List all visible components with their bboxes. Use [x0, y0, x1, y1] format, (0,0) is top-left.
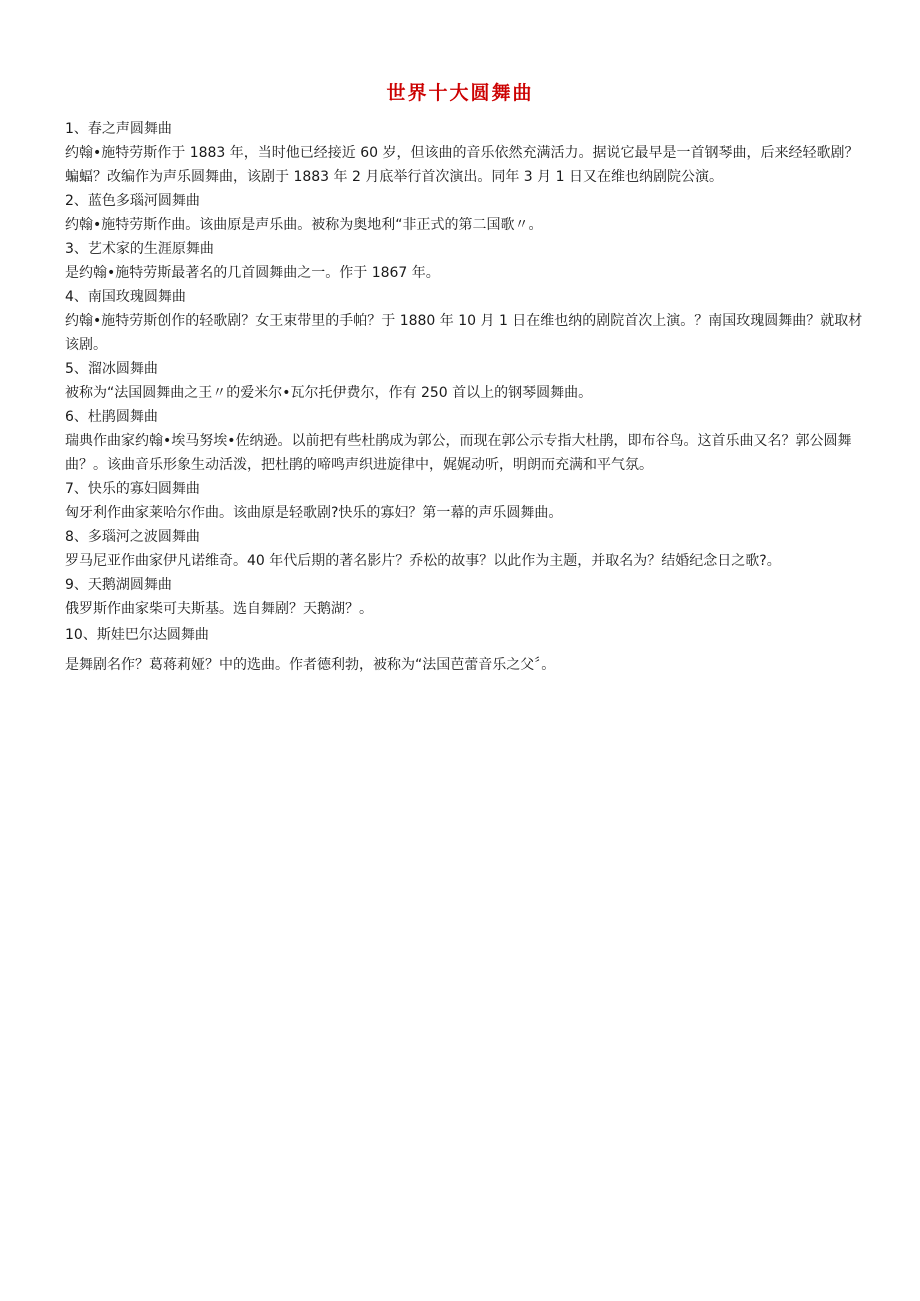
entry-body: 罗马尼亚作曲家伊凡诺维奇。40 年代后期的著名影片？乔松的故事？以此作为主题，并取名为？结婚纪念日之歌?。 [65, 553, 781, 569]
entry-heading: 9、天鹅湖圆舞曲 [65, 577, 172, 593]
entry-body: 约翰•施特劳斯创作的轻歌剧？女王束带里的手帕？于 1880 年 10 月 1 日在维也纳的剧院首次上演。？南国玫瑰圆舞曲？就取材该剧。 [65, 313, 863, 353]
entry-body: 匈牙利作曲家莱哈尔作曲。该曲原是轻歌剧?快乐的寡妇？第一幕的声乐圆舞曲。 [65, 505, 563, 521]
entry-heading: 10、斯娃巴尔达圆舞曲 [65, 627, 209, 643]
document-title: 世界十大圆舞曲 [386, 82, 534, 104]
entry-heading: 1、春之声圆舞曲 [65, 121, 172, 137]
entry-heading: 5、溜冰圆舞曲 [65, 361, 158, 377]
entry-body: 约翰•施特劳斯作于 1883 年，当时他已经接近 60 岁，但该曲的音乐依然充满活力。据说它最早是一首钢琴曲，后来经轻歌剧？蝙蝠？改编作为声乐圆舞曲，该剧于 1883 年 2 月底举行首次演出。同年 3 月 1 日又在维也纳剧院公演。 [65, 145, 859, 185]
entry-body: 俄罗斯作曲家柴可夫斯基。选自舞剧？天鹅湖？。 [65, 601, 373, 617]
entry-body: 是约翰•施特劳斯最著名的几首圆舞曲之一。作于 1867 年。 [65, 265, 440, 281]
entry-heading: 6、杜鹃圆舞曲 [65, 409, 158, 425]
entry-body: 是舞剧名作？葛蒋莉娅？中的选曲。作者德利勃，被称为“法国芭蕾音乐之父〞。 [65, 657, 556, 673]
entry-heading: 3、艺术家的生涯原舞曲 [65, 241, 214, 257]
entry-heading: 7、快乐的寡妇圆舞曲 [65, 481, 200, 497]
entry-heading: 8、多瑙河之波圆舞曲 [65, 529, 200, 545]
entry-body: 瑞典作曲家约翰•埃马努埃•佐纳逊。以前把有些杜鹃成为郭公，而现在郭公示专指大杜鹃，即布谷鸟。这首乐曲又名？郭公圆舞曲？。该曲音乐形象生动活泼，把杜鹃的啼鸣声织进旋律中，娓娓动听，明朗而充满和平气氛。 [65, 433, 852, 473]
entry-heading: 4、南国玫瑰圆舞曲 [65, 289, 186, 305]
entry-body: 被称为“法国圆舞曲之王〃的爱米尔•瓦尔托伊费尔，作有 250 首以上的钢琴圆舞曲。 [65, 385, 593, 401]
document-body [65, 117, 865, 677]
entry-heading: 2、蓝色多瑙河圆舞曲 [65, 193, 200, 209]
entry-body: 约翰•施特劳斯作曲。该曲原是声乐曲。被称为奥地利“非正式的第二国歌〃。 [65, 217, 543, 233]
